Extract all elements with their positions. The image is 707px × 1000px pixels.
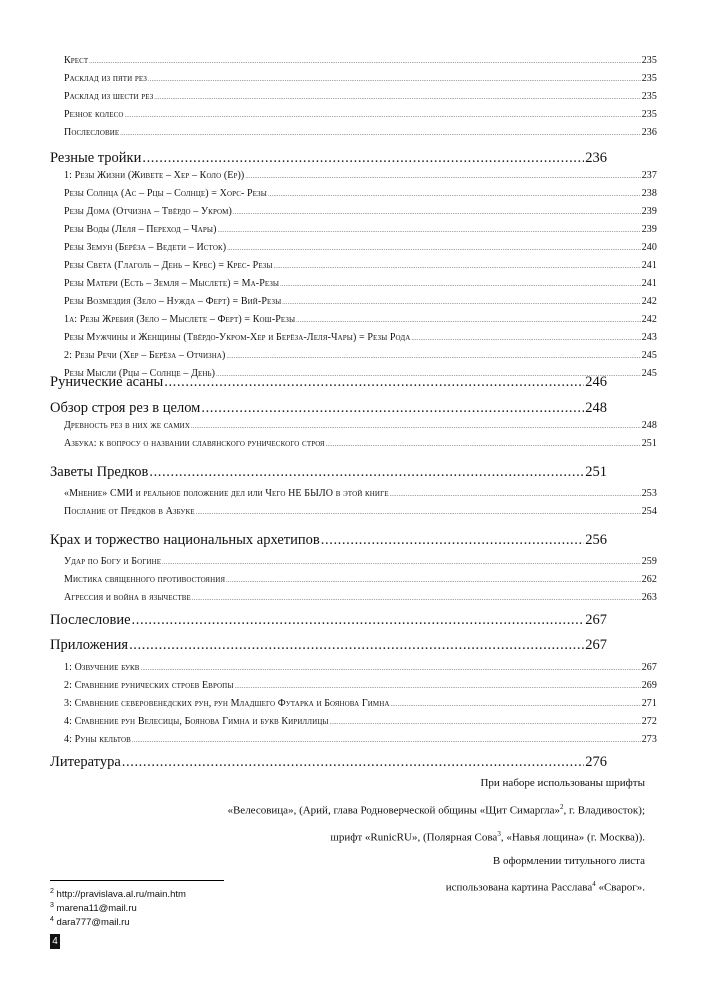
toc-section-entry[interactable] [50, 612, 607, 629]
footnote-ref: 3 [497, 829, 501, 838]
toc-subsection-entry[interactable] [64, 662, 657, 673]
toc-entry-title: Резные тройки [50, 150, 142, 166]
toc-subsection-entry[interactable] [64, 332, 657, 343]
toc-subsection-entry[interactable] [64, 91, 657, 102]
toc-leader-dots [391, 698, 641, 709]
toc-leader-dots [321, 532, 584, 549]
credits-line: «Сварог». [595, 881, 645, 894]
toc-page-number: 267 [641, 662, 657, 673]
toc-entry-title: Резы Мужчины и Женщины (Твёрдо-Укром-Хер и Берёза-Леля-Чары) = Резы Рода [64, 332, 411, 343]
toc-subsection-entry[interactable] [64, 350, 657, 361]
toc-leader-dots [162, 556, 641, 567]
toc-page-number: 256 [585, 532, 607, 548]
toc-entry-title: Резы Воды (Леля – Переход – Чары) [64, 224, 217, 235]
toc-entry-title: 1а: Резы Жребия (Зело – Мыслете – Ферт) = Кош-Резы [64, 314, 296, 325]
toc-leader-dots [122, 754, 584, 771]
toc-subsection-entry[interactable] [64, 488, 657, 499]
toc-page-number: 241 [641, 260, 657, 271]
toc-entry-title: Резы Матери (Есть – Земля – Мыслете) = Ма-Резы [64, 278, 280, 289]
toc-entry-title: 1: Резы Жизни (Живете – Хер – Коло (Ер)) [64, 170, 245, 181]
toc-page-number: 248 [641, 420, 657, 431]
toc-leader-dots [120, 127, 640, 138]
toc-page-number: 242 [641, 314, 657, 325]
toc-subsection-entry[interactable] [64, 438, 657, 449]
toc-page-number: 246 [585, 374, 607, 390]
toc-entry-title: Расклад из пяти рез [64, 73, 147, 84]
toc-subsection-entry[interactable] [64, 296, 657, 307]
footnote-email[interactable]: marena11@mail.ru [53, 903, 137, 915]
toc-page-number: 239 [641, 206, 657, 217]
toc-entry-title: Послание от Предков в Азбуке [64, 506, 195, 517]
toc-subsection-entry[interactable] [64, 127, 657, 138]
toc-leader-dots [235, 680, 641, 691]
toc-subsection-entry[interactable] [64, 716, 657, 727]
page-number: 4 [50, 934, 60, 949]
toc-entry-title: 4: Сравнение рун Велесицы, Боянова Гимна и букв Кириллицы [64, 716, 329, 727]
toc-subsection-entry[interactable] [64, 592, 657, 603]
toc-page-number: 262 [641, 574, 657, 585]
toc-subsection-entry[interactable] [64, 506, 657, 517]
credits-line: , «Навья лощина» (г. Москва)). [500, 831, 645, 844]
toc-page-number: 269 [641, 680, 657, 691]
font-credits [227, 772, 645, 900]
toc-page-number: 241 [641, 278, 657, 289]
toc-leader-dots [296, 314, 641, 325]
toc-page-number: 259 [641, 556, 657, 567]
toc-page-number: 245 [641, 368, 657, 379]
toc-page-number: 235 [641, 73, 657, 84]
toc-page-number: 267 [585, 637, 607, 653]
toc-leader-dots [154, 91, 640, 102]
toc-subsection-entry[interactable] [64, 224, 657, 235]
toc-leader-dots [191, 420, 641, 431]
toc-page-number: 263 [641, 592, 657, 603]
toc-subsection-entry[interactable] [64, 556, 657, 567]
toc-subsection-entry[interactable] [64, 188, 657, 199]
toc-page-number: 235 [641, 91, 657, 102]
toc-entry-title: Резы Дома (Отчизна – Твёрдо – Укром) [64, 206, 232, 217]
toc-leader-dots [129, 637, 584, 654]
toc-page-number: 276 [585, 754, 607, 770]
toc-leader-dots [125, 109, 641, 120]
toc-page-number: 254 [641, 506, 657, 517]
toc-subsection-entry[interactable] [64, 55, 657, 66]
toc-entry-title: Приложения [50, 637, 129, 653]
toc-entry-title: Азбука: к вопросу о названии славянского рунического строя [64, 438, 325, 449]
credits-line: «Велесовица», (Арий, глава Родноверческой общины «Щит Симаргла» [227, 804, 561, 817]
toc-page-number: 271 [641, 698, 657, 709]
toc-leader-dots [164, 374, 584, 391]
toc-subsection-entry[interactable] [64, 242, 657, 253]
footnote-divider [50, 880, 224, 881]
toc-leader-dots [201, 400, 584, 417]
toc-page-number: 251 [641, 438, 657, 449]
toc-leader-dots [132, 734, 641, 745]
toc-leader-dots [226, 350, 640, 361]
toc-leader-dots [196, 506, 641, 517]
toc-subsection-entry[interactable] [64, 574, 657, 585]
toc-leader-dots [132, 612, 585, 629]
toc-entry-title: Послесловие [64, 127, 120, 138]
toc-page-number: 273 [641, 734, 657, 745]
credits-line: использована картина Расслава [445, 881, 593, 894]
toc-page-number: 236 [585, 150, 607, 166]
toc-entry-title: 2: Сравнение рунических строев Европы [64, 680, 234, 691]
toc-page-number: 248 [585, 400, 607, 416]
toc-entry-title: Мистика священного противостояния [64, 574, 226, 585]
toc-leader-dots [280, 278, 641, 289]
toc-page-number: 267 [585, 612, 607, 628]
footnote-email[interactable]: dara777@mail.ru [53, 917, 130, 929]
toc-page-number: 251 [585, 464, 607, 480]
toc-page-number: 253 [641, 488, 657, 499]
toc-entry-title: Рунические асаны [50, 374, 164, 390]
toc-entry-title: Крест [64, 55, 89, 66]
toc-subsection-entry[interactable] [64, 260, 657, 271]
toc-section-entry[interactable] [50, 637, 607, 654]
toc-entry-title: Литература [50, 754, 121, 770]
toc-leader-dots [226, 574, 641, 585]
toc-page-number: 243 [641, 332, 657, 343]
toc-entry-title: 4: Руны кельтов [64, 734, 131, 745]
toc-page-number: 235 [641, 55, 657, 66]
footnote: $^4$ dara777@mail.ru [50, 916, 130, 929]
toc-section-entry[interactable] [50, 400, 607, 417]
toc-section-entry[interactable] [50, 374, 607, 391]
toc-leader-dots [142, 150, 584, 167]
toc-leader-dots [192, 592, 641, 603]
toc-entry-title: Обзор строя рез в целом [50, 400, 201, 416]
toc-leader-dots [218, 224, 641, 235]
toc-leader-dots [148, 73, 641, 84]
credits-line: При наборе использованы шрифты [480, 777, 645, 789]
toc-entry-title: «Мнение» СМИ и реальное положение дел или Чего НЕ БЫЛО в этой книге [64, 488, 389, 499]
toc-page-number: 235 [641, 109, 657, 120]
toc-subsection-entry[interactable] [64, 206, 657, 217]
toc-entry-title: Агрессия и война в язычестве [64, 592, 191, 603]
toc-section-entry[interactable] [50, 150, 607, 167]
footnote-link[interactable]: http://pravislava.al.ru/main.htm [53, 889, 186, 901]
toc-entry-title: Резы Мысли (Рцы – Солнце – День) [64, 368, 216, 379]
toc-leader-dots [227, 242, 640, 253]
toc-subsection-entry[interactable] [64, 73, 657, 84]
toc-entry-title: Удар по Богу и Богине [64, 556, 162, 567]
toc-section-entry[interactable] [50, 754, 607, 771]
toc-subsection-entry[interactable] [64, 420, 657, 431]
toc-page-number: 240 [641, 242, 657, 253]
footnote: $^3$ marena11@mail.ru [50, 902, 137, 915]
toc-leader-dots [233, 206, 641, 217]
toc-entry-title: Послесловие [50, 612, 131, 628]
toc-section-entry[interactable] [50, 464, 607, 481]
toc-page-number: 236 [641, 127, 657, 138]
toc-leader-dots [390, 488, 641, 499]
toc-subsection-entry[interactable] [64, 170, 657, 181]
toc-page-number: 245 [641, 350, 657, 361]
toc-entry-title: Заветы Предков [50, 464, 149, 480]
toc-entry-title: Древность рез в них же самих [64, 420, 190, 431]
toc-subsection-entry[interactable] [64, 698, 657, 709]
toc-subsection-entry[interactable] [64, 314, 657, 325]
toc-section-entry[interactable] [50, 532, 607, 549]
toc-leader-dots [141, 662, 641, 673]
footnote-ref: 4 [592, 880, 596, 889]
toc-subsection-entry[interactable] [64, 278, 657, 289]
footnote: $^2$ http://pravislava.al.ru/main.htm [50, 888, 186, 901]
toc-page-number: 239 [641, 224, 657, 235]
toc-subsection-entry[interactable] [64, 680, 657, 691]
toc-entry-title: Резы Света (Глаголь – День – Крес) = Крес- Резы [64, 260, 273, 271]
toc-leader-dots [330, 716, 641, 727]
toc-entry-title: Резы Возмездия (Зело – Нужда – Ферт) = Вий-Резы [64, 296, 282, 307]
toc-leader-dots [245, 170, 640, 181]
toc-entry-title: 1: Озвучение букв [64, 662, 140, 673]
credits-line: , г. Владивосток); [563, 804, 645, 817]
toc-leader-dots [149, 464, 584, 481]
toc-subsection-entry[interactable] [64, 734, 657, 745]
toc-leader-dots [282, 296, 640, 307]
toc-page-number: 237 [641, 170, 657, 181]
toc-page-number: 238 [641, 188, 657, 199]
toc-subsection-entry[interactable] [64, 109, 657, 120]
toc-page-number: 242 [641, 296, 657, 307]
toc-entry-title: Резы Земун (Берёза – Ведети – Исток) [64, 242, 227, 253]
toc-leader-dots [274, 260, 641, 271]
toc-entry-title: Расклад из шести рез [64, 91, 154, 102]
toc-page-number: 272 [641, 716, 657, 727]
footnote-ref: 2 [560, 802, 564, 811]
toc-entry-title: 2: Резы Речи (Хер – Берёза – Отчизна) [64, 350, 226, 361]
credits-line: шрифт «RunicRU», (Полярная Сова [330, 831, 498, 844]
toc-entry-title: Резы Солнца (Ас – Рцы – Солнце) = Хорс- Резы [64, 188, 267, 199]
toc-entry-title: Крах и торжество национальных архетипов [50, 532, 320, 548]
toc-leader-dots [89, 55, 640, 66]
credits-line: В оформлении титульного листа [492, 854, 645, 867]
toc-entry-title: 3: Сравнение северовенедских рун, рун Младшего Футарка и Боянова Гимна [64, 698, 390, 709]
toc-leader-dots [411, 332, 640, 343]
toc-entry-title: Резное колесо [64, 109, 124, 120]
toc-leader-dots [326, 438, 641, 449]
toc-leader-dots [268, 188, 641, 199]
